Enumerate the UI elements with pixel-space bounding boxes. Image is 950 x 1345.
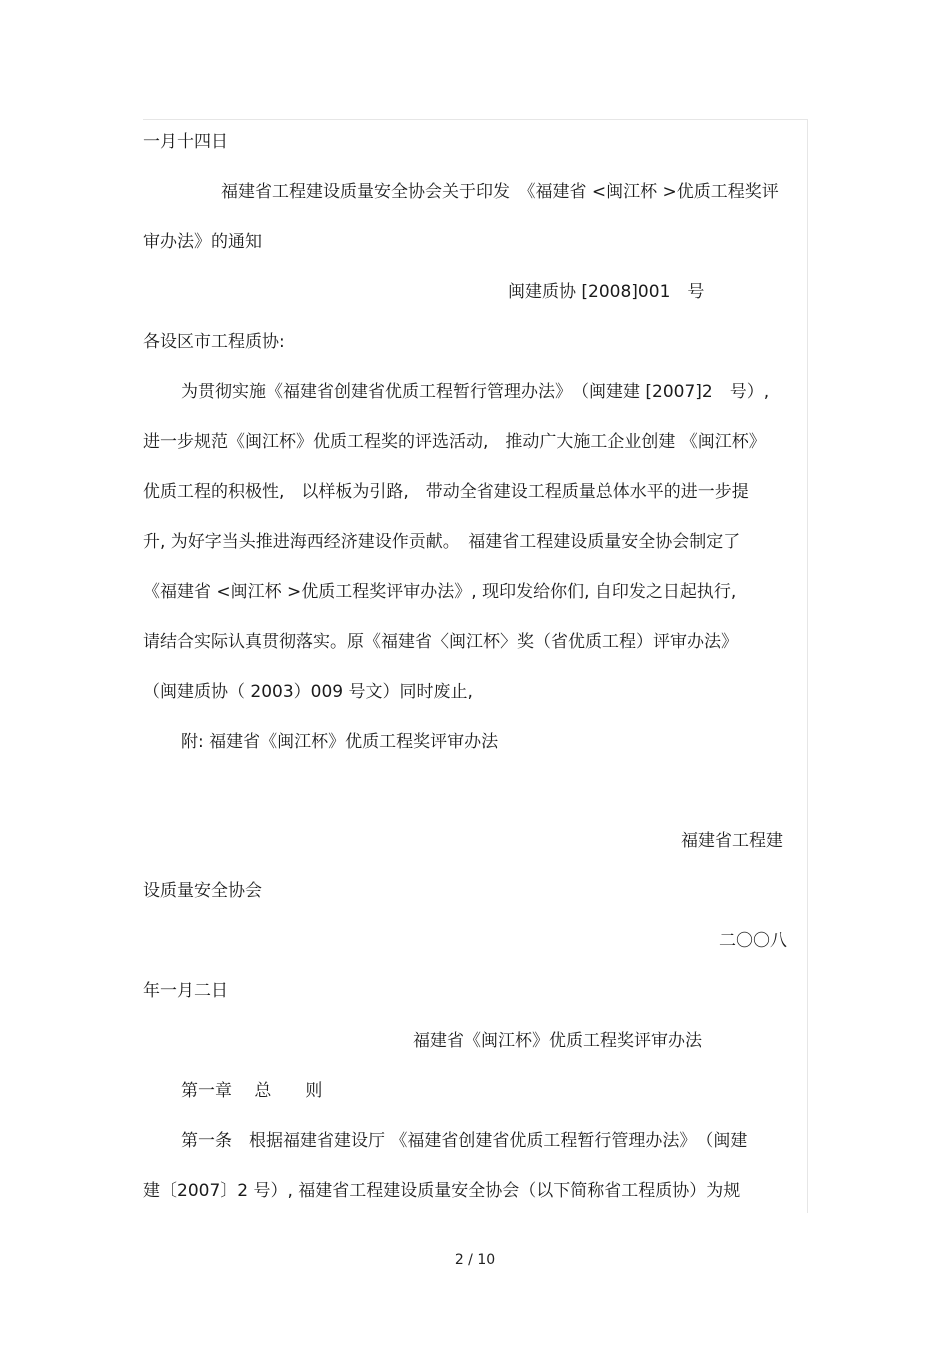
- body-paragraph-line: （闽建质协（ 2003）009 号文）同时废止,: [143, 682, 473, 702]
- signature-date-line-1: 二〇〇八: [719, 931, 787, 951]
- article-line: 建〔2007〕2 号）, 福建省工程建设质量安全协会（以下简称省工程质协）为规: [143, 1181, 741, 1201]
- body-paragraph-line: 《福建省 <闽江杯 >优质工程奖评审办法》, 现印发给你们, 自印发之日起执行,: [143, 582, 737, 602]
- signature-org-line-2: 设质量安全协会: [143, 881, 262, 901]
- rules-title: 福建省《闽江杯》优质工程奖评审办法: [413, 1031, 702, 1051]
- body-paragraph-line: 请结合实际认真贯彻落实。原《福建省〈闽江杯〉奖（省优质工程）评审办法》: [143, 632, 738, 652]
- page-number: 2 / 10: [454, 1252, 496, 1268]
- signature-org-line-1: 福建省工程建: [681, 831, 783, 851]
- article-line: 第一条 根据福建省建设厅 《福建省创建省优质工程暂行管理办法》 （闽建: [181, 1131, 748, 1151]
- body-paragraph-line: 为贯彻实施《福建省创建省优质工程暂行管理办法》 （闽建建 [2007]2 号）,: [181, 382, 770, 402]
- notice-title-line-2: 审办法》的通知: [143, 232, 262, 252]
- signature-date-line-2: 年一月二日: [143, 981, 228, 1001]
- salutation: 各设区市工程质协:: [143, 332, 285, 352]
- date-fragment: 一月十四日: [143, 132, 228, 152]
- notice-title-line-1: 福建省工程建设质量安全协会关于印发 《福建省 <闽江杯 >优质工程奖评: [221, 182, 779, 202]
- body-paragraph-line: 进一步规范《闽江杯》优质工程奖的评选活动, 推动广大施工企业创建 《闽江杯》: [143, 432, 766, 452]
- attachment-note: 附: 福建省《闽江杯》优质工程奖评审办法: [181, 732, 499, 752]
- body-paragraph-line: 优质工程的积极性, 以样板为引路, 带动全省建设工程质量总体水平的进一步提: [143, 482, 749, 502]
- document-number: 闽建质协 [2008]001 号: [508, 282, 705, 302]
- body-paragraph-line: 升, 为好字当头推进海西经济建设作贡献。 福建省工程建设质量安全协会制定了: [143, 532, 741, 552]
- chapter-heading: 第一章 总 则: [181, 1081, 323, 1101]
